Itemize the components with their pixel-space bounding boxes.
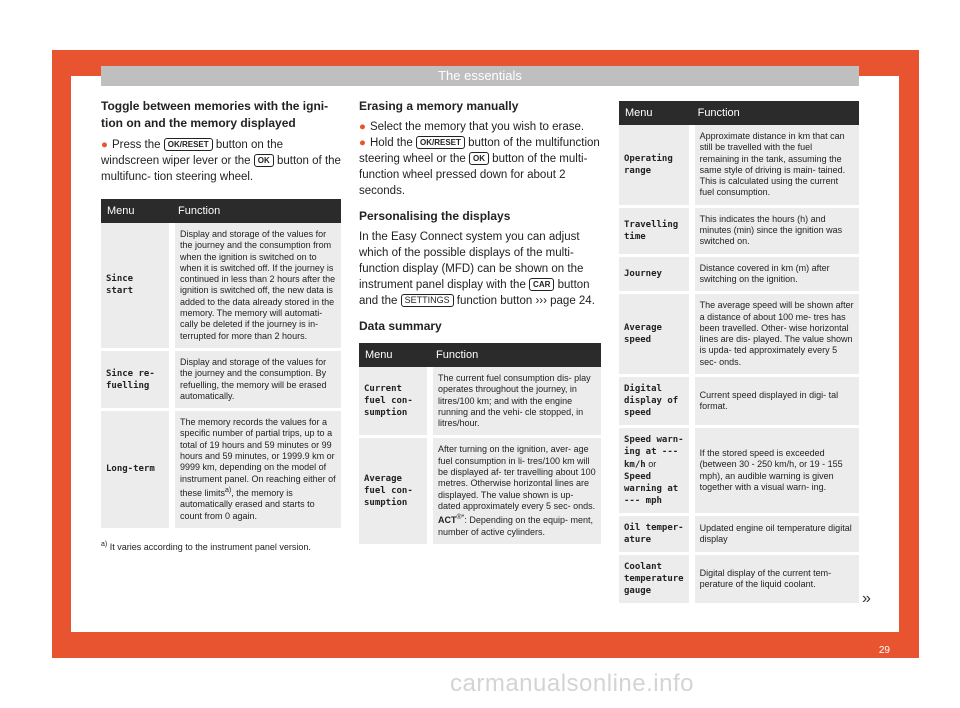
act-superscript: ®* <box>456 514 465 522</box>
watermark-text: carmanualsonline.info <box>450 670 694 697</box>
menu-cell: Current fuel con- sumption <box>359 367 430 437</box>
col-header-menu: Menu <box>619 101 692 125</box>
text-wiper: button on the windscreen wiper lever or the <box>101 139 283 167</box>
col-header-function: Function <box>430 343 601 367</box>
bullet-select <box>359 119 601 135</box>
bullet-text: Hold the <box>369 137 413 149</box>
table-row <box>619 515 859 554</box>
menu-cell <box>619 427 692 515</box>
heading-personalising: Personalising the displays <box>359 209 511 223</box>
column-3 <box>619 101 859 606</box>
table-row <box>101 349 341 409</box>
paragraph-text: button and the <box>359 279 590 307</box>
bullet-text: Select the memory that you wish to erase. <box>369 121 585 133</box>
menu-cell: Oil temper- ature <box>619 515 692 554</box>
function-text: : Depending on the equip- ment, number of active cylinders. <box>438 515 593 537</box>
menu-cell: Journey <box>619 255 692 293</box>
table-row <box>619 376 859 427</box>
column-2 <box>359 98 601 547</box>
column-1 <box>101 98 341 555</box>
table-row <box>359 437 601 545</box>
col-header-function: Function <box>172 199 341 223</box>
col-header-menu: Menu <box>101 199 172 223</box>
function-cell: Updated engine oil temperature digital display <box>692 515 859 554</box>
menu-cell: Average speed <box>619 293 692 376</box>
continue-marker: » <box>862 590 871 607</box>
function-cell: Display and storage of the values for the journey and the consumption from when the ignition is switched on to when it is switched off. If the journey is continued in less than 2 hours after the ignition is switched off, the new data is added to the data already stored in the memory. The memory will automati- cally be deleted if the journey is in- terrupted for more than 2 hours. <box>172 223 341 349</box>
personalising-paragraph <box>359 229 601 309</box>
menu-cell: Digital display of speed <box>619 376 692 427</box>
table-row <box>619 206 859 255</box>
col-header-menu: Menu <box>359 343 430 367</box>
text-multifunc: button of the multifunc- tion steering wheel. <box>101 155 341 183</box>
menu-cell: Average fuel con- sumption <box>359 437 430 545</box>
menu-cell: Operating range <box>619 125 692 206</box>
footnote-ref: a) <box>225 486 232 494</box>
bullet-icon: ● <box>359 137 366 149</box>
heading-toggle-memories: Toggle between memories with the igni- tion on and the memory displayed <box>101 99 329 130</box>
paragraph-text: In the Easy Connect system you can adjust which of the possible displays of the multi- function display (MFD) can be shown on the instrument panel display with the <box>359 231 584 291</box>
table-header-row <box>101 199 341 223</box>
function-cell: This indicates the hours (h) and minutes (min) since the ignition was switched on. <box>692 206 859 255</box>
bullet-hold <box>359 135 601 199</box>
menu-cell: Since re- fuelling <box>101 349 172 409</box>
ok-reset-key-icon: OK/RESET <box>416 136 465 149</box>
footnote-mark: a) <box>101 540 108 548</box>
table-row <box>619 255 859 293</box>
table-row <box>101 223 341 349</box>
ok-key-icon: OK <box>469 152 489 165</box>
heading-data-summary: Data summary <box>359 319 442 333</box>
table-header-row <box>619 101 859 125</box>
function-cell: If the stored speed is exceeded (between 30 - 250 km/h, or 19 - 155 mph), an audible warning is given together with a visual warn- ing. <box>692 427 859 515</box>
bullet-text: button of the multifunction steering wheel or the <box>359 137 600 165</box>
table-row <box>101 410 341 530</box>
function-text: After turning on the ignition, aver- age fuel consumption in li- tres/100 km will be displayed af- ter travelling about 100 metres. Otherwise horizontal lines are displayed. The value shown is up- dated approximately every 5 sec- onds. <box>438 444 596 511</box>
data-summary-table-continued <box>619 101 859 606</box>
function-cell: Distance covered in km (m) after switching on the ignition. <box>692 255 859 293</box>
table-row <box>619 554 859 605</box>
menu-cell: Long-term <box>101 410 172 530</box>
table-row <box>619 293 859 376</box>
page-number: 29 <box>878 645 890 656</box>
footnote-text: It varies according to the instrument panel version. <box>109 541 311 552</box>
bullet-icon: ● <box>101 139 108 151</box>
menu-text: Speed warn- ing at --- km/h <box>624 435 684 471</box>
paragraph-text: . <box>591 295 595 307</box>
menu-cell: Coolant temperature gauge <box>619 554 692 605</box>
settings-key-icon: SETTINGS <box>401 294 454 307</box>
car-key-icon: CAR <box>529 278 554 291</box>
function-text: , the memory is automatically erased and starts to count from 0 again. <box>180 487 315 521</box>
instruction-paragraph <box>101 137 341 185</box>
function-cell: Approximate distance in km that can still be travelled with the fuel remaining in the tank, assuming the same style of driving is main- tained. This is calculated using the current fuel consumption. <box>692 125 859 206</box>
ok-key-icon: OK <box>254 154 274 167</box>
table-row <box>359 367 601 437</box>
function-cell: Current speed displayed in digi- tal format. <box>692 376 859 427</box>
table-header-row <box>359 343 601 367</box>
function-cell: Display and storage of the values for the journey and the consumption. By refuelling, the memory will be erased automatically. <box>172 349 341 409</box>
table-row <box>619 427 859 515</box>
function-cell <box>430 437 601 545</box>
memory-table <box>101 199 341 531</box>
bullet-text: button of the multi- function wheel pressed down for about 2 seconds. <box>359 153 588 197</box>
function-text: The memory records the values for a specific number of partial trips, up to a total of 19 hours and 59 minutes or 99 hours and 59 minutes, or 1999.9 km or 9999 km, depending on the model of instrument panel. On reaching either of these limits <box>180 417 336 498</box>
function-cell: The average speed will be shown after a distance of about 100 me- tres has been travelled. Other- wise horizontal lines are dis- played. The value shown is upda- ted approximately every 5 sec- onds. <box>692 293 859 376</box>
menu-or: or <box>645 459 657 470</box>
function-cell: The current fuel consumption dis- play operates throughout the journey, in litres/100 km; and with the engine running and the vehi- cle stopped, in litres/hour. <box>430 367 601 437</box>
act-label: ACT <box>438 515 457 526</box>
data-summary-table <box>359 343 601 547</box>
paragraph-text: function button <box>456 295 533 307</box>
page-reference-link[interactable]: ››› page 24 <box>535 295 592 307</box>
text-press: Press the <box>111 139 161 151</box>
menu-cell: Travelling time <box>619 206 692 255</box>
function-cell: Digital display of the current tem- perature of the liquid coolant. <box>692 554 859 605</box>
heading-erasing-memory: Erasing a memory manually <box>359 99 519 113</box>
menu-text: Speed warning at --- mph <box>624 472 679 507</box>
bullet-icon: ● <box>359 121 366 133</box>
table-row <box>619 125 859 206</box>
ok-reset-key-icon: OK/RESET <box>164 138 213 151</box>
menu-cell: Since start <box>101 223 172 349</box>
section-header: The essentials <box>101 66 859 86</box>
footnote <box>101 537 341 555</box>
function-cell <box>172 410 341 530</box>
col-header-function: Function <box>692 101 859 125</box>
